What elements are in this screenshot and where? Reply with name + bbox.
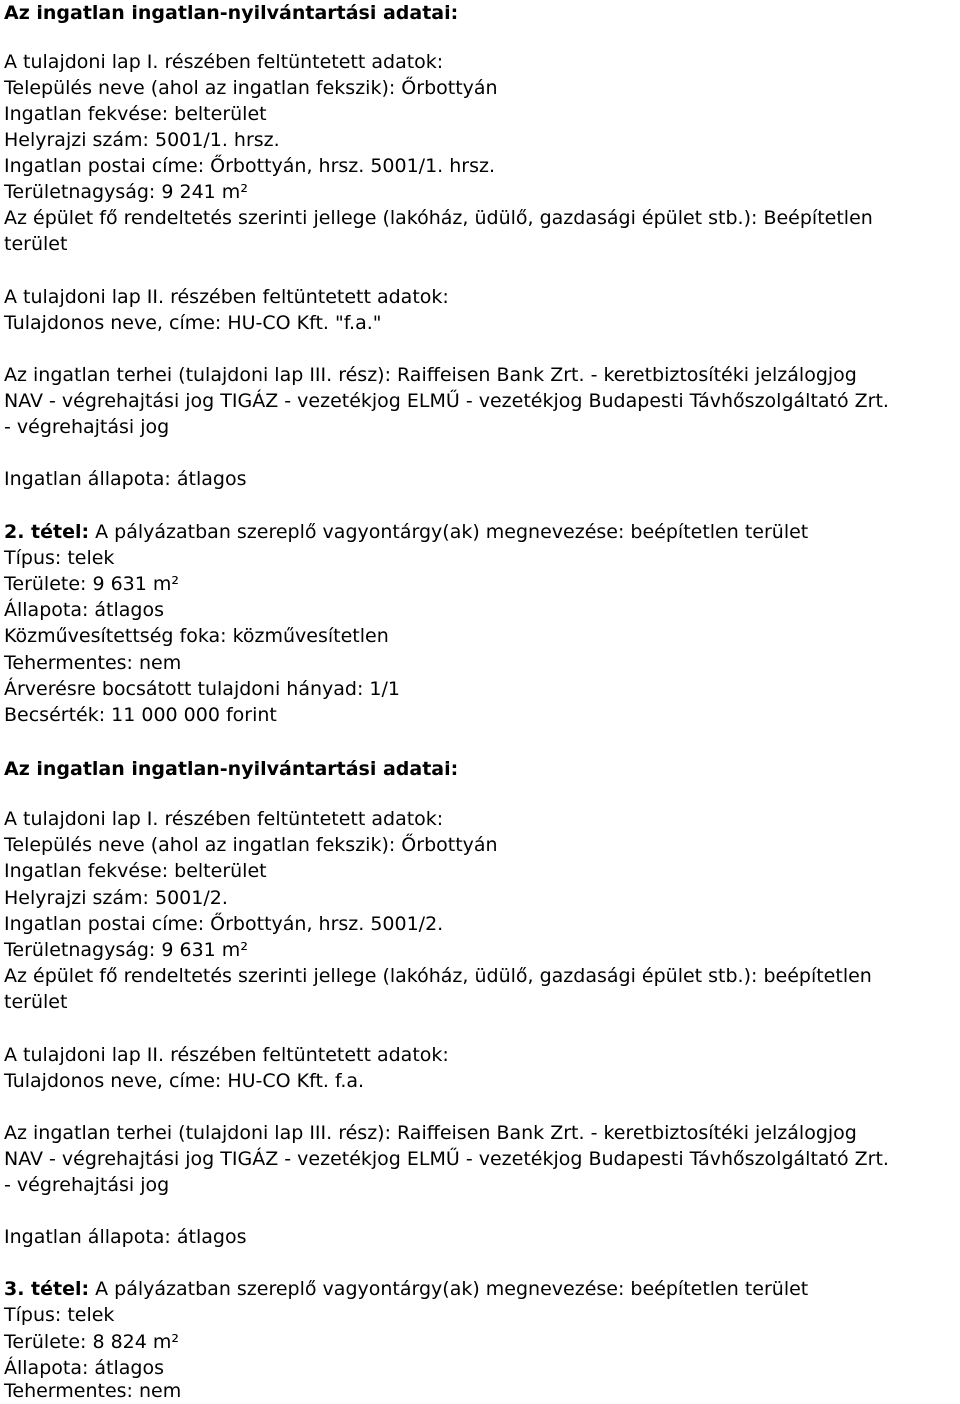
estimate-line: Becsérték: 11 000 000 forint	[4, 704, 277, 726]
condition-line: Ingatlan állapota: átlagos	[4, 1226, 247, 1248]
location-line: Ingatlan fekvése: belterület	[4, 103, 267, 125]
area-line: Területnagyság: 9 631 m²	[4, 939, 248, 961]
location-line: Ingatlan fekvése: belterület	[4, 860, 267, 882]
lot-title	[4, 1276, 956, 1302]
part2-title: A tulajdoni lap II. részében feltüntetett adatok:	[4, 1044, 449, 1066]
lot-title-text: A pályázatban szereplő vagyontárgy(ak) megnevezése: beépítetlen terület	[89, 521, 809, 543]
usage-line: Az épület fő rendeltetés szerinti jellege (lakóház, üdülő, gazdasági épület stb.): beépítetlen	[4, 965, 872, 987]
settlement-line: Település neve (ahol az ingatlan fekszik): Őrbottyán	[4, 77, 498, 99]
section-heading: Az ingatlan ingatlan-nyilvántartási adatai:	[4, 758, 459, 780]
burdens-line: - végrehajtási jog	[4, 416, 170, 438]
condition-line: Ingatlan állapota: átlagos	[4, 468, 247, 490]
unencumbered-line: Tehermentes: nem	[4, 1380, 182, 1402]
parcel-line: Helyrajzi szám: 5001/1. hrsz.	[4, 129, 280, 151]
share-line: Árverésre bocsátott tulajdoni hányad: 1/1	[4, 678, 400, 700]
settlement-line: Település neve (ahol az ingatlan fekszik): Őrbottyán	[4, 834, 498, 856]
burdens-line: - végrehajtási jog	[4, 1174, 170, 1196]
part1-title: A tulajdoni lap I. részében feltüntetett adatok:	[4, 51, 444, 73]
usage-line-cont: terület	[4, 233, 68, 255]
section-heading: Az ingatlan ingatlan-nyilvántartási adatai:	[4, 2, 459, 24]
lot-title-text: A pályázatban szereplő vagyontárgy(ak) megnevezése: beépítetlen terület	[89, 1278, 809, 1300]
lot-number: 3. tétel:	[4, 1278, 90, 1300]
area-line: Területe: 8 824 m²	[4, 1331, 180, 1353]
lot-title	[4, 519, 956, 545]
part2-title: A tulajdoni lap II. részében feltüntetett adatok:	[4, 286, 449, 308]
burdens-line: NAV - végrehajtási jog TIGÁZ - vezetékjog ELMŰ - vezetékjog Budapesti Távhőszolgáltató Zrt.	[4, 1148, 889, 1170]
parcel-line: Helyrajzi szám: 5001/2.	[4, 887, 228, 909]
area-line: Területe: 9 631 m²	[4, 573, 180, 595]
address-line: Ingatlan postai címe: Őrbottyán, hrsz. 5001/2.	[4, 913, 444, 935]
area-line: Területnagyság: 9 241 m²	[4, 181, 248, 203]
utilities-line: Közművesítettség foka: közművesítetlen	[4, 625, 389, 647]
owner-line: Tulajdonos neve, címe: HU-CO Kft. f.a.	[4, 1070, 365, 1092]
owner-line: Tulajdonos neve, címe: HU-CO Kft. "f.a."	[4, 312, 382, 334]
lot-number: 2. tétel:	[4, 521, 90, 543]
address-line: Ingatlan postai címe: Őrbottyán, hrsz. 5001/1. hrsz.	[4, 155, 496, 177]
type-line: Típus: telek	[4, 1304, 115, 1326]
condition-line: Állapota: átlagos	[4, 599, 165, 621]
usage-line-cont: terület	[4, 991, 68, 1013]
burdens-line: Az ingatlan terhei (tulajdoni lap III. rész): Raiffeisen Bank Zrt. - keretbiztosítéki jelzálogjog	[4, 364, 857, 386]
type-line: Típus: telek	[4, 547, 115, 569]
condition-line: Állapota: átlagos	[4, 1357, 165, 1379]
burdens-line: NAV - végrehajtási jog TIGÁZ - vezetékjog ELMŰ - vezetékjog Budapesti Távhőszolgáltató Zrt.	[4, 390, 889, 412]
burdens-line: Az ingatlan terhei (tulajdoni lap III. rész): Raiffeisen Bank Zrt. - keretbiztosítéki jelzálogjog	[4, 1122, 857, 1144]
unencumbered-line: Tehermentes: nem	[4, 652, 182, 674]
usage-line: Az épület fő rendeltetés szerinti jellege (lakóház, üdülő, gazdasági épület stb.): Beépítetlen	[4, 207, 873, 229]
part1-title: A tulajdoni lap I. részében feltüntetett adatok:	[4, 808, 444, 830]
